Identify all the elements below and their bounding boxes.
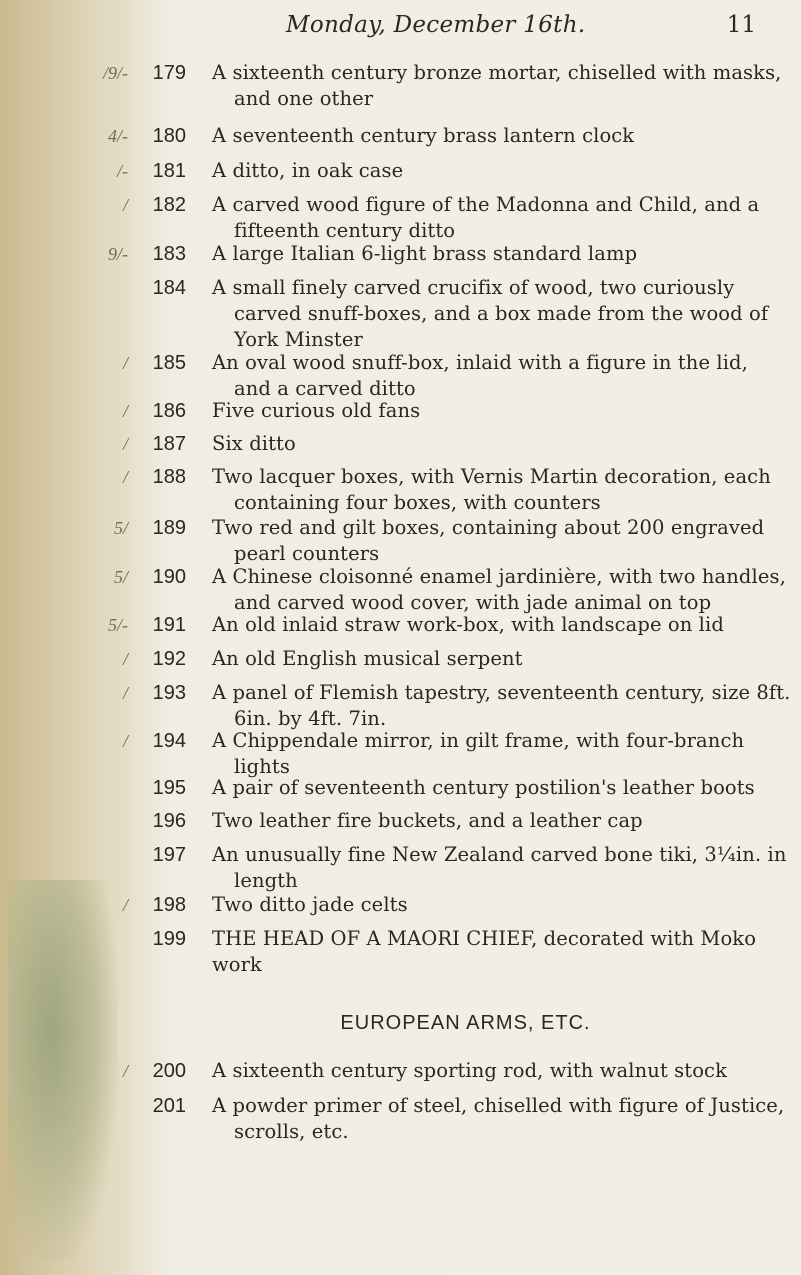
- description-line: containing four boxes, with counters: [234, 491, 601, 514]
- lot-description: [212, 241, 797, 267]
- description-line: Six ditto: [212, 432, 296, 455]
- page-number: 11: [726, 12, 756, 38]
- lot-number: 195: [152, 777, 186, 799]
- lot-number: 189: [152, 517, 186, 539]
- description-line: A small finely carved crucifix of wood, two curiously: [212, 276, 735, 299]
- lot-description: [212, 842, 797, 894]
- pencil-price-mark: 5/: [113, 567, 128, 587]
- description-line: and carved wood cover, with jade animal on top: [234, 591, 712, 614]
- lot-description: [212, 680, 797, 732]
- lot-description: [212, 275, 797, 353]
- description-line: A powder primer of steel, chiselled with figure of Justice,: [212, 1094, 785, 1117]
- pencil-price-mark: 5/-: [108, 615, 128, 635]
- lot-description: [212, 158, 797, 184]
- lot-number: 197: [152, 844, 186, 866]
- lot-description: [212, 775, 797, 801]
- lot-description: [212, 60, 797, 112]
- description-line: THE HEAD OF A MAORI CHIEF, decorated with Moko work: [212, 927, 757, 976]
- pencil-price-mark: /: [122, 895, 128, 915]
- description-line: An old inlaid straw work-box, with landscape on lid: [212, 613, 724, 636]
- description-line: and one other: [234, 87, 374, 110]
- description-line: An unusually fine New Zealand carved bone tiki, 3¼in. in: [212, 843, 787, 866]
- lot-number: 196: [152, 810, 186, 832]
- section-heading: EUROPEAN ARMS, ETC.: [340, 1012, 591, 1034]
- lot-description: [212, 398, 797, 424]
- lot-number: 190: [152, 566, 186, 588]
- description-line: A Chinese cloisonné enamel jardinière, with two handles,: [212, 565, 786, 588]
- lot-description: [212, 926, 797, 978]
- lot-number: 180: [152, 125, 186, 147]
- lot-description: [212, 431, 797, 457]
- pencil-price-mark: 9/-: [108, 244, 128, 264]
- description-line: A pair of seventeenth century postilion's leather boots: [212, 776, 755, 799]
- lot-number: 183: [152, 243, 186, 265]
- lot-description: [212, 728, 797, 780]
- description-line: and a carved ditto: [234, 377, 416, 400]
- lot-number: 185: [152, 352, 186, 374]
- lot-number: 194: [152, 730, 186, 752]
- pencil-price-mark: /-: [117, 161, 128, 181]
- description-line: A Chippendale mirror, in gilt frame, with four-branch: [212, 729, 745, 752]
- lot-description: [212, 564, 797, 616]
- description-line: A sixteenth century bronze mortar, chiselled with masks,: [212, 61, 782, 84]
- description-line: A seventeenth century brass lantern clock: [212, 124, 635, 147]
- pencil-price-mark: /: [122, 649, 128, 669]
- lot-number: 192: [152, 648, 186, 670]
- pencil-price-mark: /: [122, 731, 128, 751]
- description-line: A ditto, in oak case: [212, 159, 404, 182]
- description-line: Two lacquer boxes, with Vernis Martin decoration, each: [212, 465, 771, 488]
- lot-number: 191: [152, 614, 186, 636]
- lot-number: 198: [152, 894, 186, 916]
- description-line: Two ditto jade celts: [212, 893, 408, 916]
- lot-description: [212, 123, 797, 149]
- lot-description: [212, 1058, 797, 1084]
- description-line: Two red and gilt boxes, containing about 200 engraved: [212, 516, 765, 539]
- description-line: fifteenth century ditto: [234, 219, 456, 242]
- pencil-price-mark: /: [122, 467, 128, 487]
- lot-number: 193: [152, 682, 186, 704]
- lot-description: [212, 464, 797, 516]
- description-line: Five curious old fans: [212, 399, 421, 422]
- description-line: 6in. by 4ft. 7in.: [234, 707, 387, 730]
- page-title: Monday, December 16th.: [286, 12, 586, 38]
- lot-number: 179: [152, 62, 186, 84]
- pencil-price-mark: /9/-: [103, 63, 128, 83]
- lot-description: [212, 612, 797, 638]
- description-line: An old English musical serpent: [212, 647, 523, 670]
- pencil-price-mark: /: [122, 195, 128, 215]
- pencil-price-mark: 5/: [113, 518, 128, 538]
- pencil-price-mark: /: [122, 683, 128, 703]
- description-line: length: [234, 869, 298, 892]
- pencil-price-mark: /: [122, 434, 128, 454]
- lot-number: 182: [152, 194, 186, 216]
- lot-description: [212, 646, 797, 672]
- lot-description: [212, 892, 797, 918]
- lot-description: [212, 515, 797, 567]
- description-line: carved snuff-boxes, and a box made from the wood of: [234, 302, 769, 325]
- lot-number: 187: [152, 433, 186, 455]
- pencil-price-mark: /: [122, 1061, 128, 1081]
- description-line: A carved wood figure of the Madonna and Child, and a: [212, 193, 760, 216]
- lot-number: 188: [152, 466, 186, 488]
- lot-description: [212, 350, 797, 402]
- lot-number: 199: [152, 928, 186, 950]
- description-line: scrolls, etc.: [234, 1120, 349, 1143]
- lot-description: [212, 192, 797, 244]
- lot-number: 186: [152, 400, 186, 422]
- pencil-price-mark: 4/-: [108, 126, 128, 146]
- description-line: A panel of Flemish tapestry, seventeenth century, size 8ft.: [212, 681, 791, 704]
- description-line: Two leather fire buckets, and a leather cap: [212, 809, 643, 832]
- description-line: York Minster: [234, 328, 363, 351]
- lot-description: [212, 1093, 797, 1145]
- lot-description: [212, 808, 797, 834]
- lot-number: 184: [152, 277, 186, 299]
- page-header: [130, 12, 770, 46]
- description-line: An oval wood snuff-box, inlaid with a figure in the lid,: [212, 351, 748, 374]
- pencil-price-mark: /: [122, 353, 128, 373]
- description-line: pearl counters: [234, 542, 380, 565]
- description-line: A large Italian 6-light brass standard lamp: [212, 242, 638, 265]
- lot-number: 181: [152, 160, 186, 182]
- lot-number: 200: [152, 1060, 186, 1082]
- lot-number: 201: [152, 1095, 186, 1117]
- pencil-price-mark: /: [122, 401, 128, 421]
- description-line: lights: [234, 755, 290, 778]
- description-line: A sixteenth century sporting rod, with walnut stock: [212, 1059, 727, 1082]
